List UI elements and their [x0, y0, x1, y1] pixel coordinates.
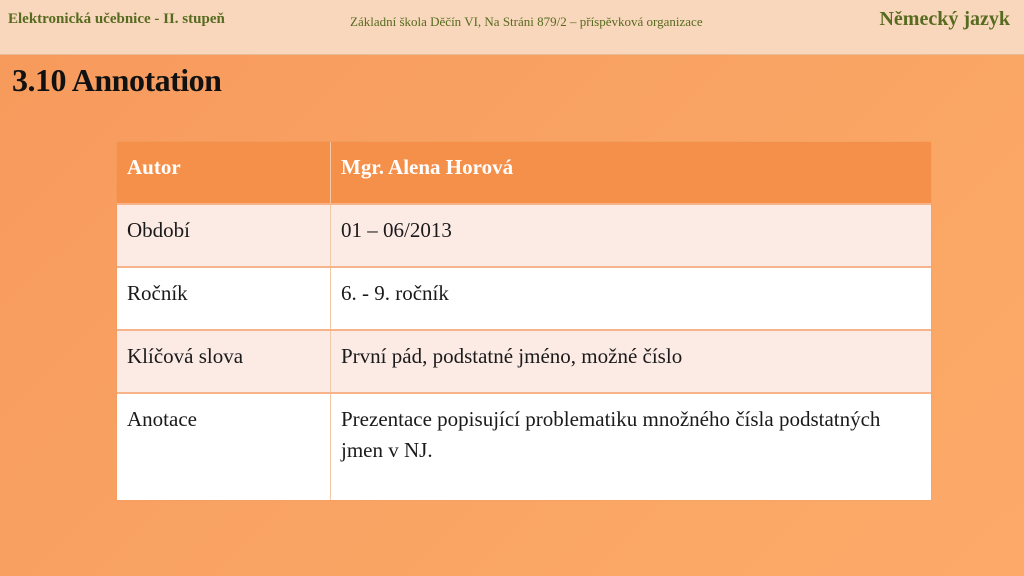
table-header-row	[117, 142, 931, 204]
row-label-annotation: Anotace	[117, 393, 331, 500]
table-row	[117, 267, 931, 330]
table-row	[117, 330, 931, 393]
row-value-annotation: Prezentace popisující problematiku množného čísla podstatných jmen v NJ.	[331, 393, 932, 500]
table-row	[117, 393, 931, 500]
annotation-table	[117, 142, 931, 500]
header-textbook-label: Elektronická učebnice - II. stupeň	[8, 11, 225, 27]
table-row	[117, 204, 931, 267]
row-label-keywords: Klíčová slova	[117, 330, 331, 393]
row-value-grade: 6. - 9. ročník	[331, 267, 932, 330]
row-value-keywords: První pád, podstatné jméno, možné číslo	[331, 330, 932, 393]
row-label-period: Období	[117, 204, 331, 267]
table-header-value: Mgr. Alena Horová	[331, 142, 932, 204]
row-value-period: 01 – 06/2013	[331, 204, 932, 267]
table-header-label: Autor	[117, 142, 331, 204]
slide-header-bar	[0, 0, 1024, 55]
page-title: 3.10 Annotation	[12, 62, 222, 98]
header-subject-label: Německý jazyk	[879, 8, 1010, 30]
row-label-grade: Ročník	[117, 267, 331, 330]
header-school-label: Základní škola Děčín VI, Na Stráni 879/2 – příspěvková organizace	[350, 14, 703, 29]
